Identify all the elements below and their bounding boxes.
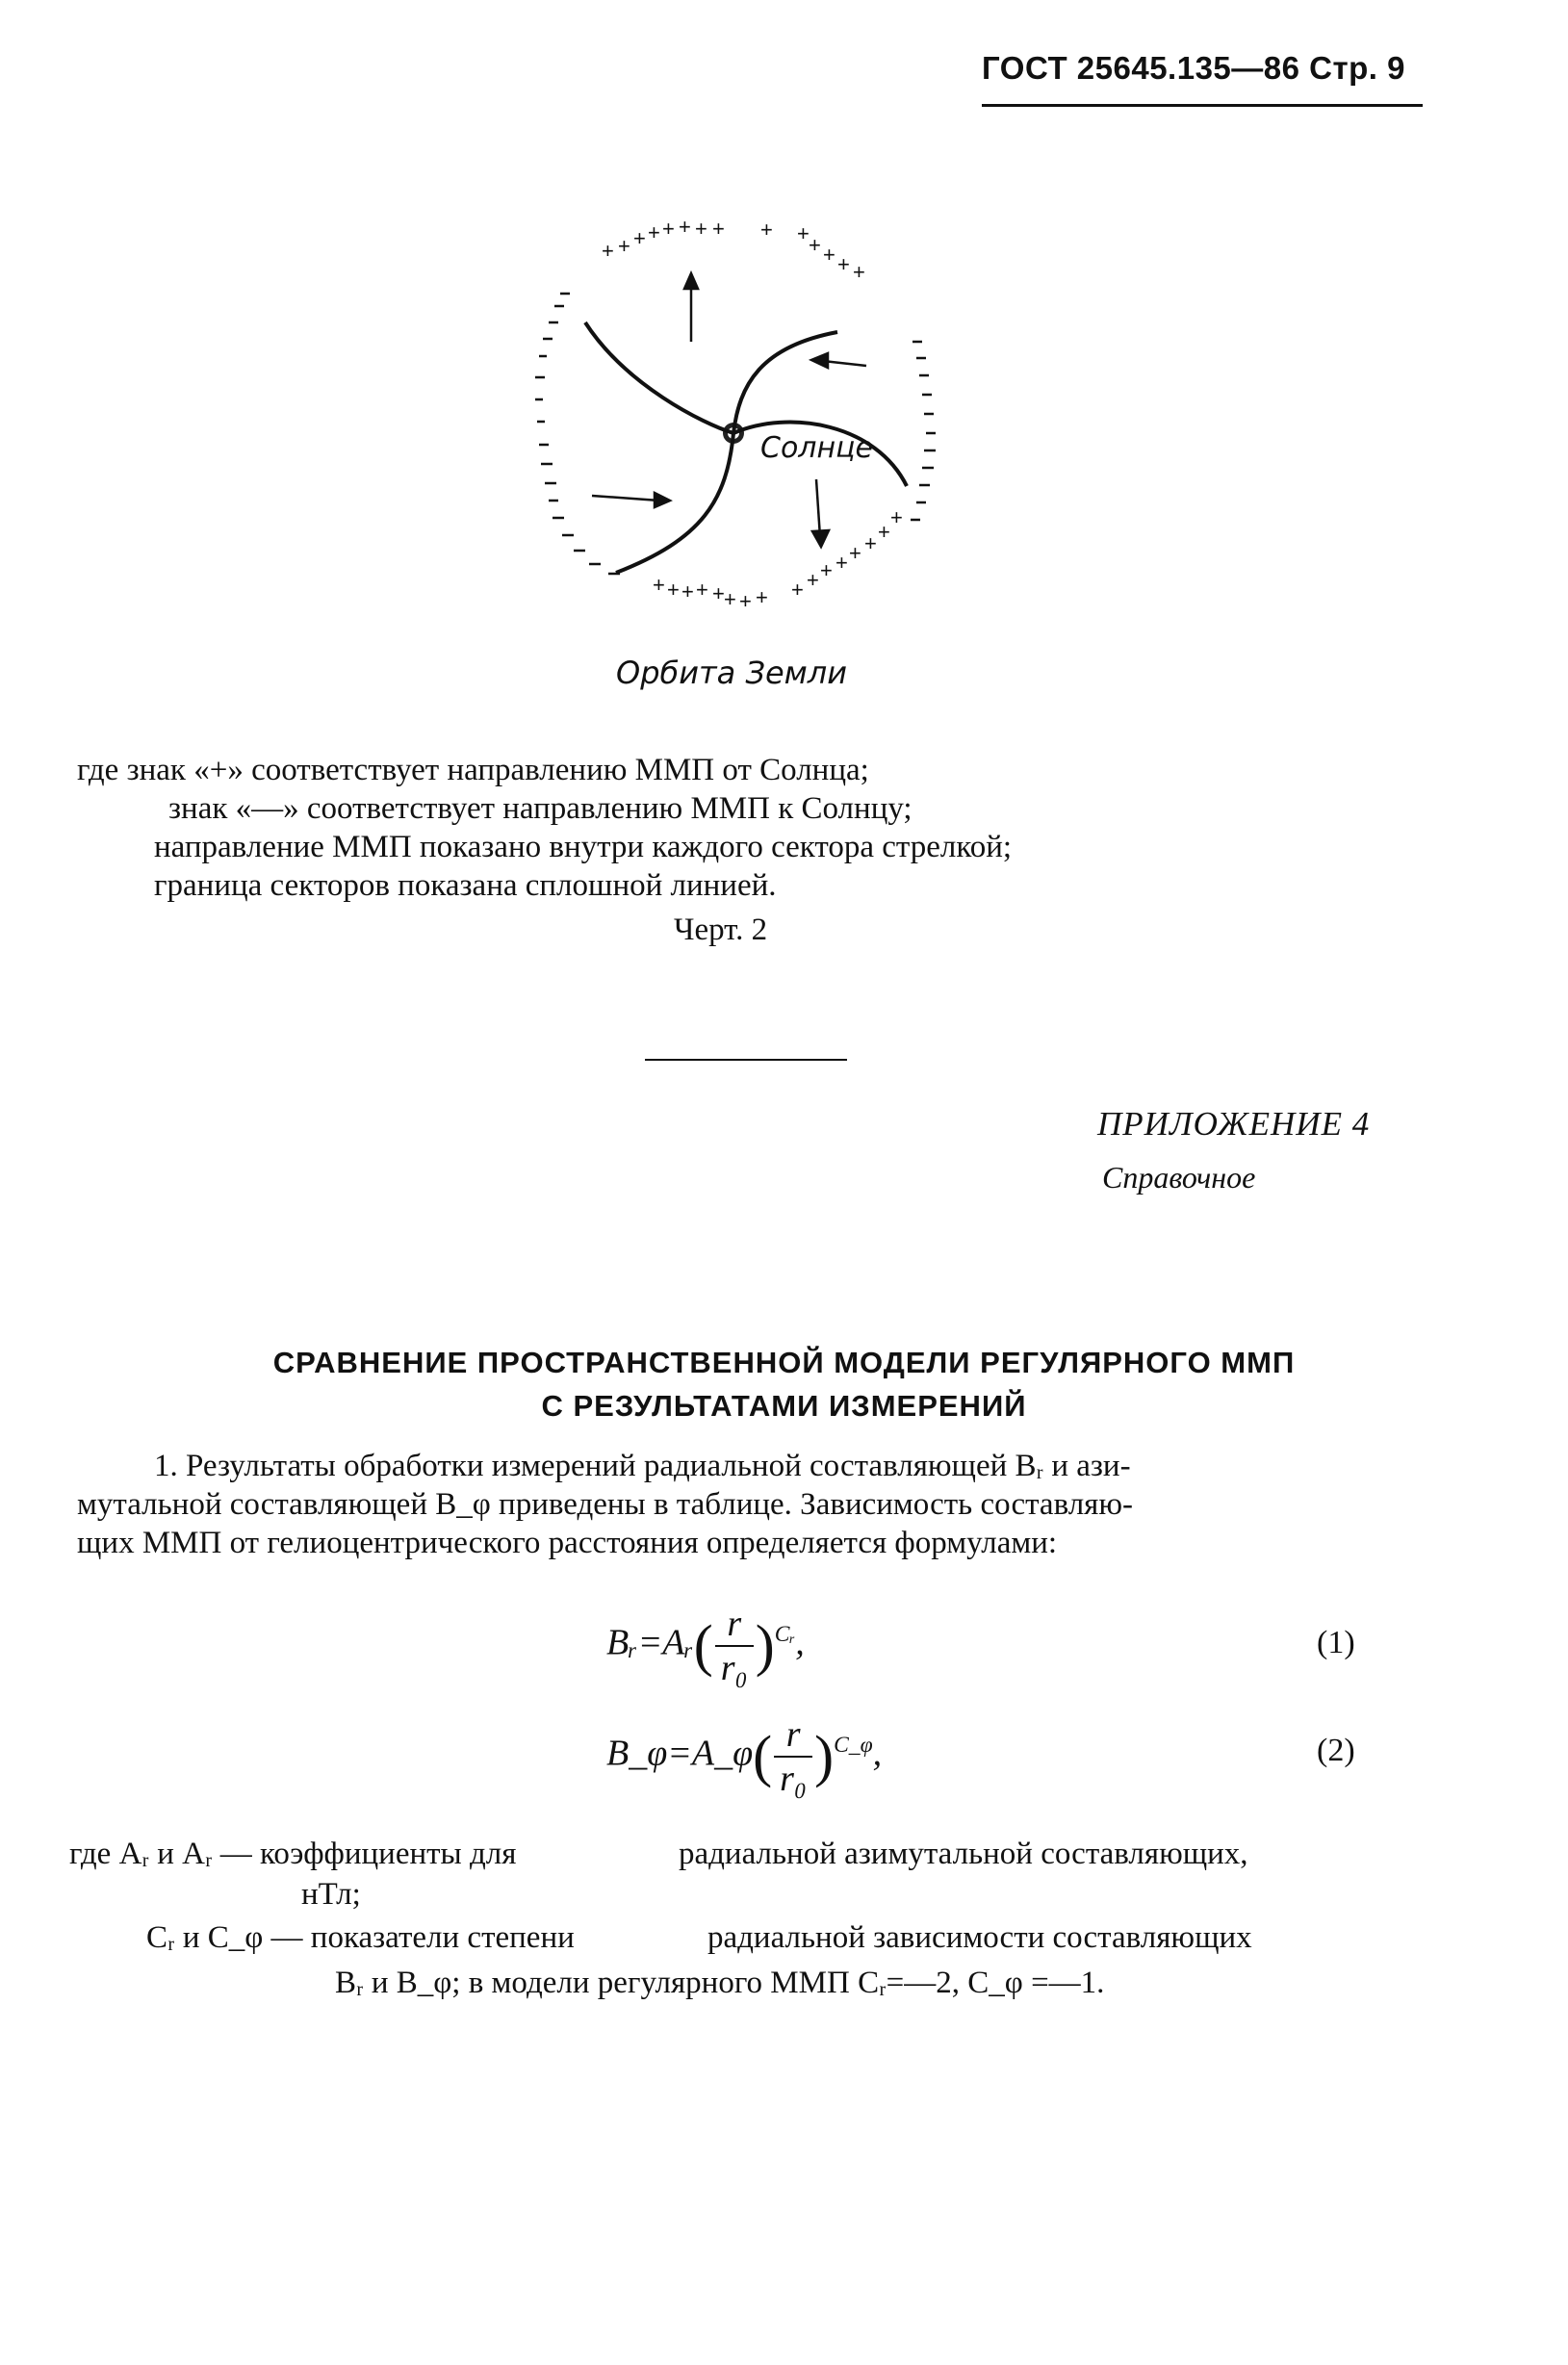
legend-line: знак «—» соответствует направлению ММП к Солнцу; — [168, 791, 913, 826]
svg-text:+: + — [835, 551, 848, 575]
svg-text:+: + — [653, 573, 665, 597]
svg-text:+: + — [849, 541, 861, 565]
page-header: ГОСТ 25645.135—86 Стр. 9 — [982, 50, 1405, 86]
svg-text:+: + — [695, 217, 707, 241]
svg-text:+: + — [760, 218, 773, 242]
paragraph-line: щих ММП от гелиоцентрического расстояния определяется формулами: — [77, 1526, 1058, 1560]
definition-line: нТл; — [301, 1877, 361, 1912]
definition-line: радиальной азимутальной составляющих, — [679, 1837, 1248, 1871]
figure-legend — [77, 751, 1012, 905]
legend-line: граница секторов показана сплошной линией. — [154, 868, 777, 903]
svg-text:+: + — [648, 220, 660, 244]
svg-text:+: + — [712, 217, 725, 241]
svg-text:+: + — [807, 568, 819, 592]
equation-number: (2) — [1317, 1733, 1355, 1768]
section-title: СРАВНЕНИЕ ПРОСТРАНСТВЕННОЙ МОДЕЛИ РЕГУЛЯРНОГО ММП — [272, 1346, 1296, 1379]
legend-line: направление ММП показано внутри каждого сектора стрелкой; — [154, 830, 1013, 864]
fraction-denominator: r₀ — [780, 1759, 808, 1799]
svg-text:+: + — [809, 233, 821, 257]
orbit-label: Орбита Земли — [616, 655, 848, 691]
appendix-title: ПРИЛОЖЕНИЕ 4 — [1097, 1105, 1371, 1143]
plus-signs — [602, 215, 903, 613]
formula-lhs: Bᵣ=Aᵣ — [606, 1622, 694, 1663]
sun-label: Солнце — [760, 431, 873, 465]
formula-2: B_φ=A_φ( $\frac{r}{\text{r₀}}$ )$^{C\_\varphi}$, — [606, 1714, 883, 1799]
svg-text:+: + — [724, 587, 736, 611]
legend-line: где знак «+» соответствует направлению ММП от Солнца; — [77, 753, 869, 787]
appendix-subtitle: Справочное — [1102, 1160, 1256, 1195]
divider — [645, 1059, 847, 1061]
svg-text:+: + — [797, 221, 810, 245]
definition-line: Cᵣ и C_φ — показатели степени — [146, 1920, 575, 1955]
svg-text:+: + — [602, 239, 614, 263]
svg-text:+: + — [633, 226, 646, 250]
formula-lhs: B_φ=A_φ — [606, 1733, 754, 1774]
svg-text:+: + — [837, 252, 850, 276]
svg-text:+: + — [890, 505, 903, 529]
svg-text:+: + — [739, 589, 752, 613]
svg-text:+: + — [679, 215, 691, 239]
svg-text:+: + — [662, 217, 675, 241]
sector-diagram — [481, 193, 982, 722]
formula-exponent: Cᵣ — [774, 1622, 796, 1648]
svg-text:+: + — [681, 579, 694, 604]
svg-text:+: + — [667, 578, 680, 602]
svg-text:+: + — [853, 260, 865, 284]
svg-text:+: + — [618, 234, 630, 258]
svg-text:+: + — [756, 585, 768, 609]
formula-exponent: C_φ — [834, 1733, 873, 1759]
formula-tail: , — [872, 1733, 883, 1774]
svg-text:+: + — [823, 243, 835, 267]
definition-line: Bᵣ и B_φ; в модели регулярного ММП Cᵣ=—2, C_φ =—1. — [335, 1966, 1105, 2000]
fraction-numerator: r — [715, 1603, 754, 1647]
svg-text:+: + — [712, 581, 725, 605]
equation-number: (1) — [1317, 1625, 1355, 1660]
figure-caption: Черт. 2 — [674, 913, 768, 947]
formula-tail: , — [795, 1622, 805, 1663]
svg-text:+: + — [878, 520, 890, 544]
paragraph-line: мутальной составляющей B_φ приведены в таблице. Зависимость составляю- — [77, 1487, 1134, 1522]
definition-line: где Aᵣ и Aᵣ — коэффициенты для — [69, 1837, 517, 1871]
fraction-denominator: r₀ — [720, 1648, 748, 1688]
svg-text:+: + — [696, 578, 708, 602]
paragraph-line: 1. Результаты обработки измерений радиальной составляющей Bᵣ и ази- — [154, 1449, 1131, 1483]
formula-1: Bᵣ=Aᵣ( $\frac{r}{\text{r₀}}$ )$^{Cᵣ}$, — [606, 1604, 805, 1688]
section-title-2: С РЕЗУЛЬТАТАМИ ИЗМЕРЕНИЙ — [541, 1389, 1027, 1423]
svg-text:+: + — [864, 531, 877, 555]
svg-text:+: + — [791, 578, 804, 602]
header-rule — [982, 104, 1423, 107]
fraction-numerator: r — [774, 1713, 812, 1758]
definition-line: радиальной зависимости составляющих — [707, 1920, 1252, 1955]
svg-text:+: + — [820, 558, 833, 582]
